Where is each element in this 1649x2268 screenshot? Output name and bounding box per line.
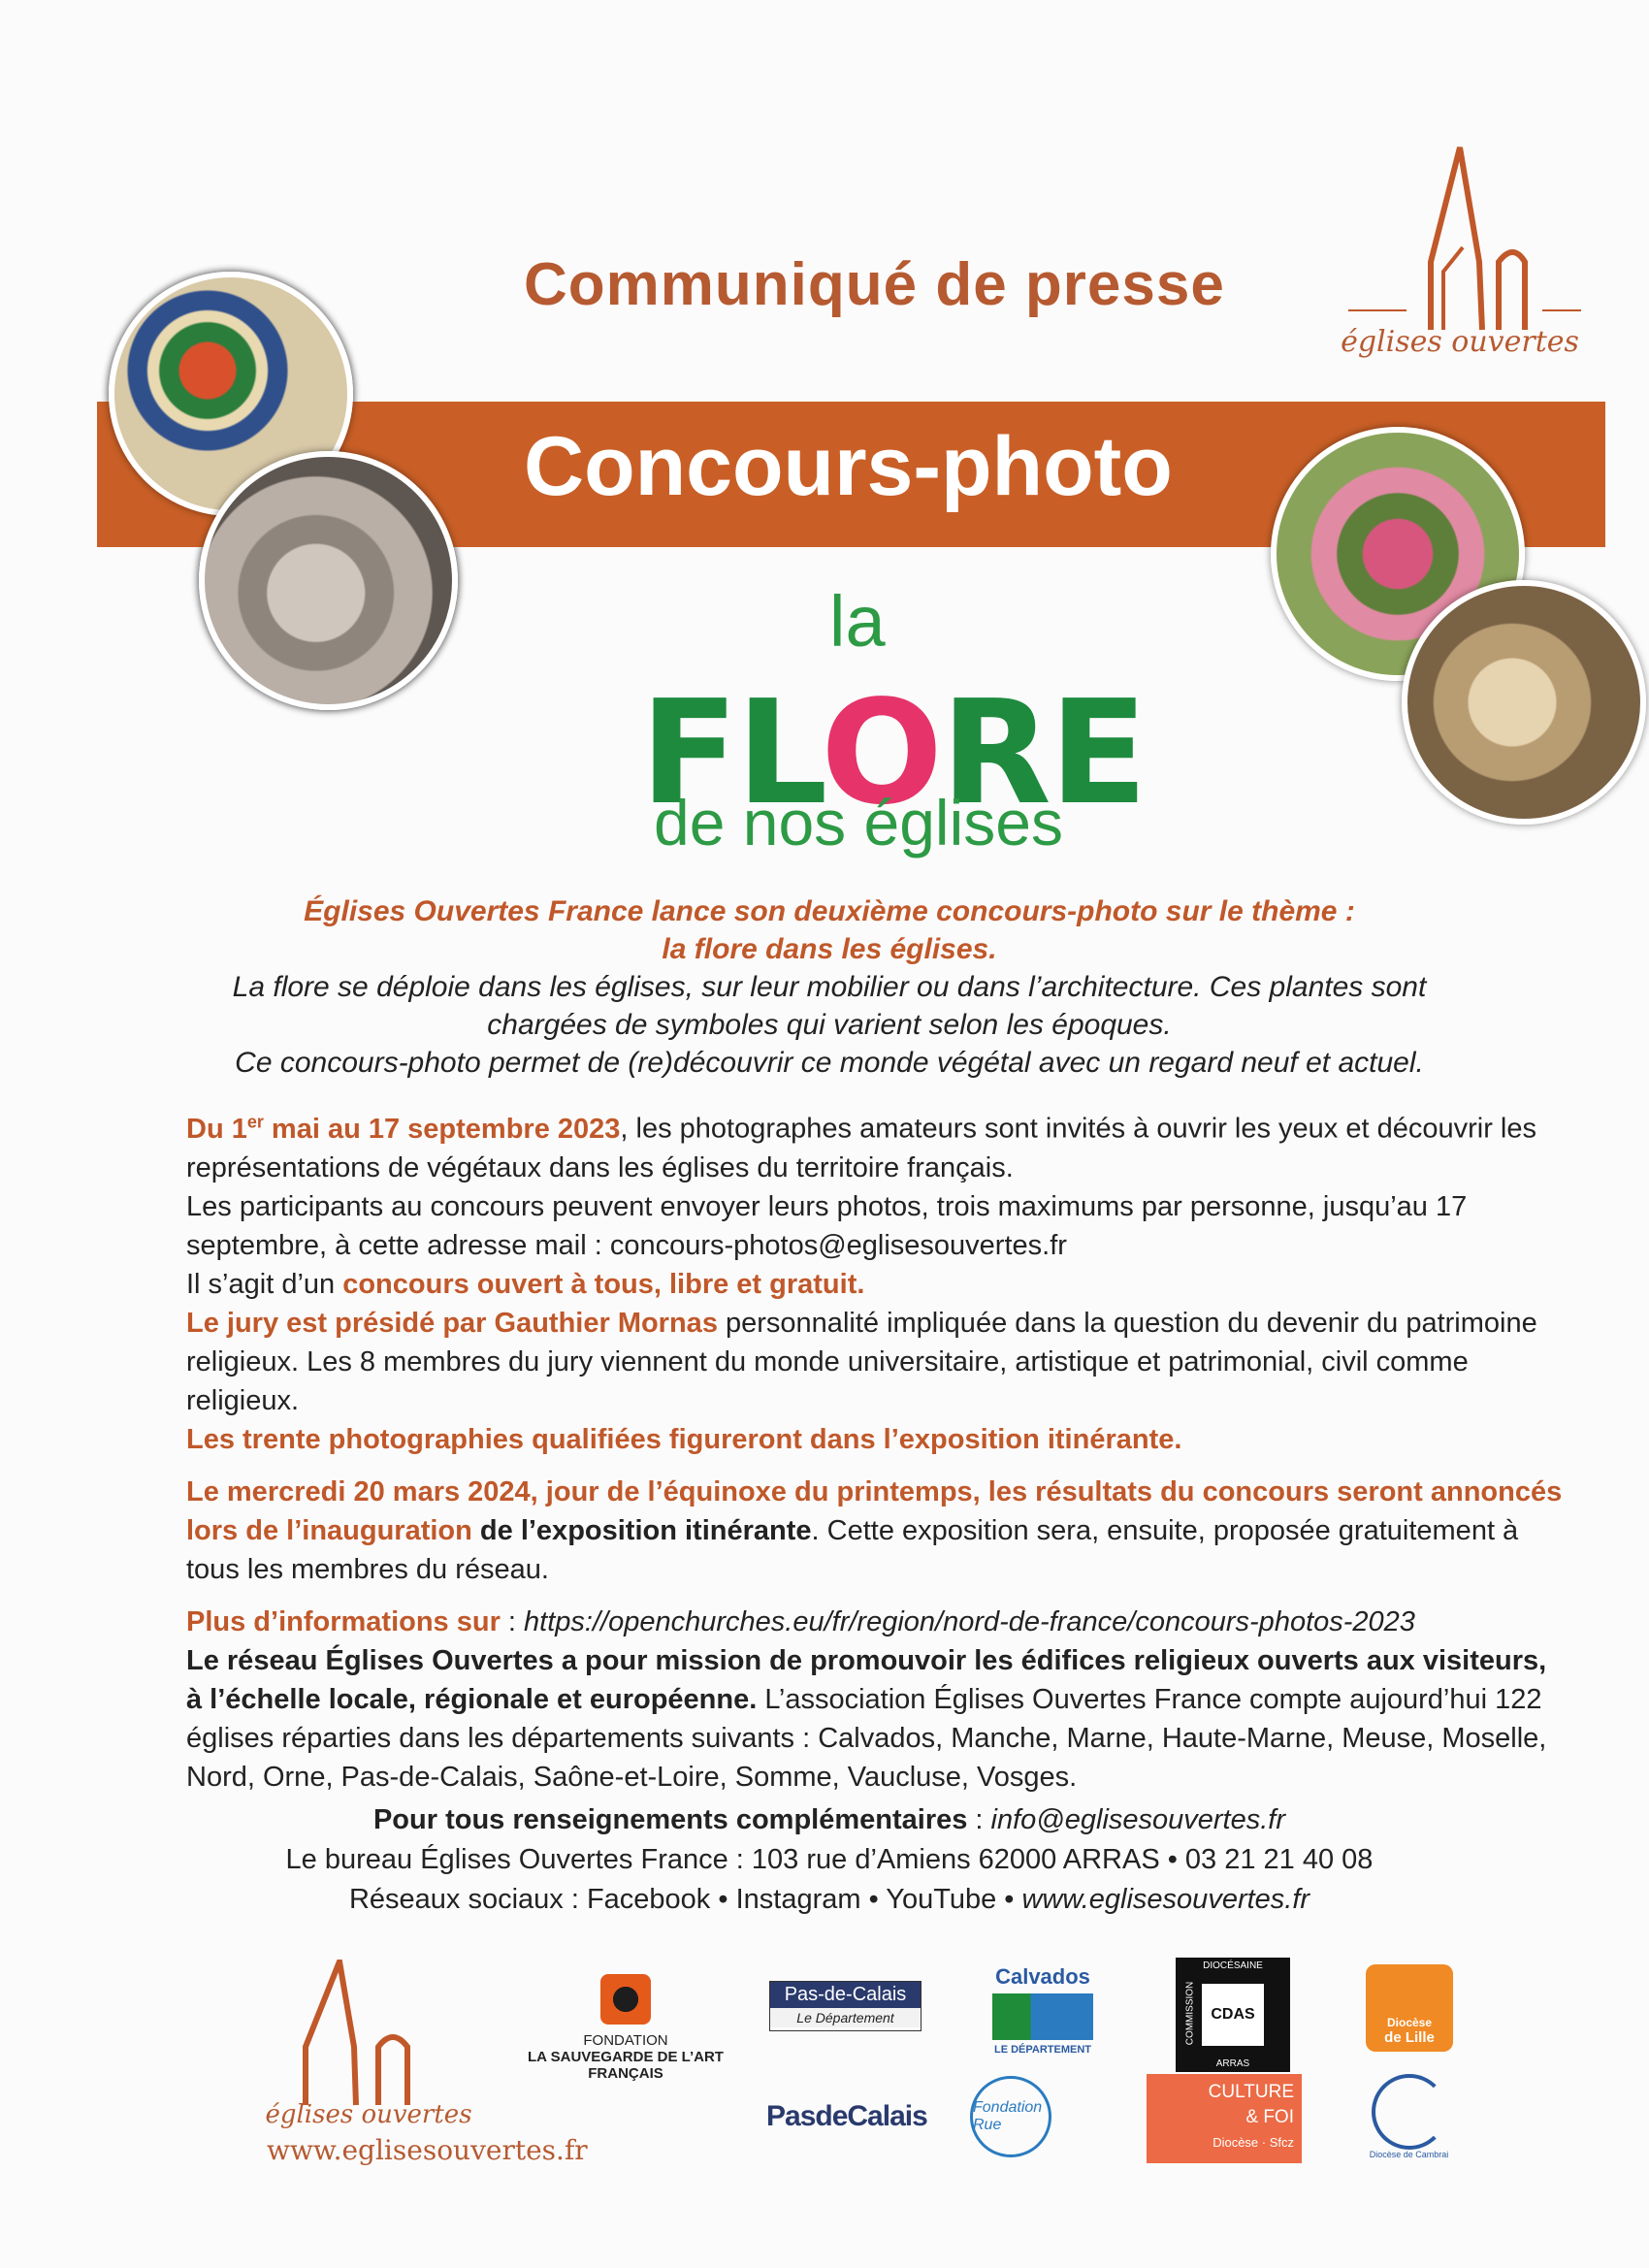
partner-calvados: [980, 1964, 1106, 2056]
partner-culture-foi: [1147, 2074, 1302, 2163]
more-info-label: Plus d’informations sur: [186, 1605, 501, 1637]
paragraph-network: [186, 1641, 1568, 1797]
pdc-top: Pas-de-Calais: [770, 1982, 921, 2008]
intro-line-1: La flore se déploie dans les églises, sur leur mobilier ou dans l’architecture. Ces plantes sont: [232, 971, 1427, 1003]
culture-line-2: & FOI: [1245, 2107, 1294, 2127]
cdas-top: DIOCÉSAINE: [1203, 1960, 1263, 1971]
contact-line: [184, 1800, 1474, 1840]
partner-diocese-cambrai: [1368, 2074, 1450, 2159]
partner-pas-de-calais-departement: [769, 1981, 922, 2031]
contest-dates: [186, 1114, 620, 1145]
more-info-sep: :: [500, 1605, 525, 1637]
website-link[interactable]: www.eglisesouvertes.fr: [1021, 1884, 1310, 1915]
capital-photo-front: [199, 451, 458, 710]
calvados-dept: LE DÉPARTEMENT: [993, 2044, 1092, 2056]
paragraph-participants: Les participants au concours peuvent envoyer leurs photos, trois maximums par personne, jusqu’au 17 septembre, à cette adresse mail : concours-photos@eglisesouvertes.fr: [186, 1190, 1468, 1261]
open-highlight: concours ouvert à tous, libre et gratuit.: [342, 1268, 865, 1300]
calvados-mark-icon: [992, 1993, 1093, 2040]
paragraph-results: [186, 1473, 1568, 1589]
results-highlight: Le mercredi 20 mars 2024, jour de l’équinoxe du printemps, les résultats du concours seront annoncés lors de l’inauguration: [186, 1475, 1563, 1546]
pdc-bottom: Le Département: [770, 2008, 921, 2027]
cambrai-caption: Diocèse de Cambrai: [1369, 2150, 1449, 2159]
partner-pasdecalais-tourisme: PasdeCalais: [766, 2100, 927, 2132]
sauvegarde-line-2: LA SAUVEGARDE DE L’ART FRANÇAIS: [528, 2049, 724, 2082]
contact-email-link[interactable]: info@eglisesouvertes.fr: [990, 1804, 1286, 1835]
intro-lead-1: Églises Ouvertes France lance son deuxième concours-photo sur le thème :: [304, 895, 1355, 927]
press-release-title: Communiqué de presse: [524, 251, 1225, 318]
footer-logo-caption: églises ouvertes: [265, 2100, 472, 2129]
paragraph-more-info: [186, 1603, 1568, 1641]
logo-caption: églises ouvertes: [1341, 325, 1579, 359]
carved-foliage-photo: [1402, 580, 1646, 825]
calvados-name: Calvados: [995, 1964, 1090, 1989]
paragraph-photos: Les trente photographies qualifiées figureront dans l’exposition itinérante.: [186, 1423, 1182, 1455]
contact-sep: :: [967, 1804, 991, 1835]
fondation-rue-mark: Fondation Rue: [970, 2076, 1051, 2157]
paragraph-open: [186, 1265, 1568, 1304]
date-sup: er: [246, 1112, 264, 1131]
cdas-side: COMMISSION: [1184, 1981, 1196, 2046]
contact-label: Pour tous renseignements complémentaires: [372, 1804, 968, 1835]
cdas-mark: CDAS: [1202, 1984, 1264, 2046]
date-start: Du 1: [186, 1113, 247, 1145]
intro-line-3: Ce concours-photo permet de (re)découvrir ce monde végétal avec un regard neuf et actuel.: [235, 1047, 1424, 1079]
sauvegarde-line-1: FONDATION: [583, 2032, 668, 2049]
open-text: Il s’agit d’un: [186, 1268, 343, 1300]
date-end: mai au 17 septembre 2023: [263, 1113, 621, 1145]
contact-block: [184, 1800, 1474, 1920]
title-flore-re: RE: [940, 669, 1147, 836]
network-text: L’association Églises Ouvertes France compte aujourd’hui 122 églises réparties dans les départements suivants : Calvados, Manche, Marne, Haute-Marne, Meuse, Moselle, Nord, Orne, Pas-de-Calais, Saône-et-Loire, Somme, Vaucluse, Vosges.: [186, 1683, 1547, 1793]
partner-commission-art-sacre: [1176, 1958, 1290, 2072]
intro-line-2: chargées de symboles qui varient selon les époques.: [487, 1009, 1172, 1041]
title-flore-o: O: [821, 669, 941, 836]
lille-line-2: de Lille: [1384, 2029, 1435, 2046]
lille-line-1: Diocèse: [1386, 2016, 1433, 2029]
more-info-link[interactable]: https://openchurches.eu/fr/region/nord-de-france/concours-photos-2023: [524, 1605, 1415, 1637]
body-text: [186, 1102, 1568, 1797]
partner-diocese-lille: [1366, 1964, 1453, 2052]
banner-title: Concours-photo: [524, 420, 1173, 513]
partner-fondation-rue: [970, 2076, 1125, 2157]
culture-line-1: CULTURE: [1208, 2082, 1294, 2102]
intro-lead-2: la flore dans les églises.: [662, 933, 997, 965]
cambrai-cross-icon: [1372, 2074, 1447, 2150]
jury-text: personnalité impliquée dans la question du devenir du patrimoine religieux. Les 8 membres du jury viennent du monde universitaire, artistique et patrimonial, civil comme religieux.: [186, 1307, 1537, 1416]
paragraph-jury: [186, 1304, 1568, 1420]
title-flore-fl: FL: [640, 669, 822, 836]
paragraph-dates: [186, 1102, 1568, 1187]
paragraph-dates-text: , les photographes amateurs sont invités à ouvrir les yeux et découvrir les représentations de végétaux dans les églises du territoire français.: [186, 1113, 1536, 1183]
partner-sauvegarde: [519, 1974, 732, 2082]
intro-block: [184, 892, 1474, 1082]
sauvegarde-mark-icon: [600, 1974, 651, 2025]
title-la: la: [829, 581, 886, 662]
results-bold: de l’exposition itinérante: [471, 1514, 812, 1546]
cdas-bottom: ARRAS: [1215, 2058, 1250, 2069]
office-address: Le bureau Églises Ouvertes France : 103 rue d’Amiens 62000 ARRAS • 03 21 21 40 08: [285, 1844, 1374, 1875]
jury-highlight: Le jury est présidé par Gauthier Mornas: [186, 1307, 718, 1339]
culture-line-3: Diocèse · Sfcz: [1212, 2135, 1294, 2150]
social-line: [184, 1880, 1474, 1920]
results-text: . Cette exposition sera, ensuite, proposée gratuitement à tous les membres du réseau.: [186, 1514, 1519, 1585]
social-text: Réseaux sociaux : Facebook • Instagram • YouTube •: [348, 1884, 1022, 1915]
footer-url[interactable]: www.eglisesouvertes.fr: [267, 2134, 588, 2166]
network-bold: Le réseau Églises Ouvertes a pour mission de promouvoir les édifices religieux ouverts aux visiteurs, à l’échelle locale, régionale et européenne.: [186, 1644, 1547, 1715]
footer-eglises-logo: [267, 1960, 451, 2115]
title-subtitle: de nos églises: [654, 787, 1063, 859]
